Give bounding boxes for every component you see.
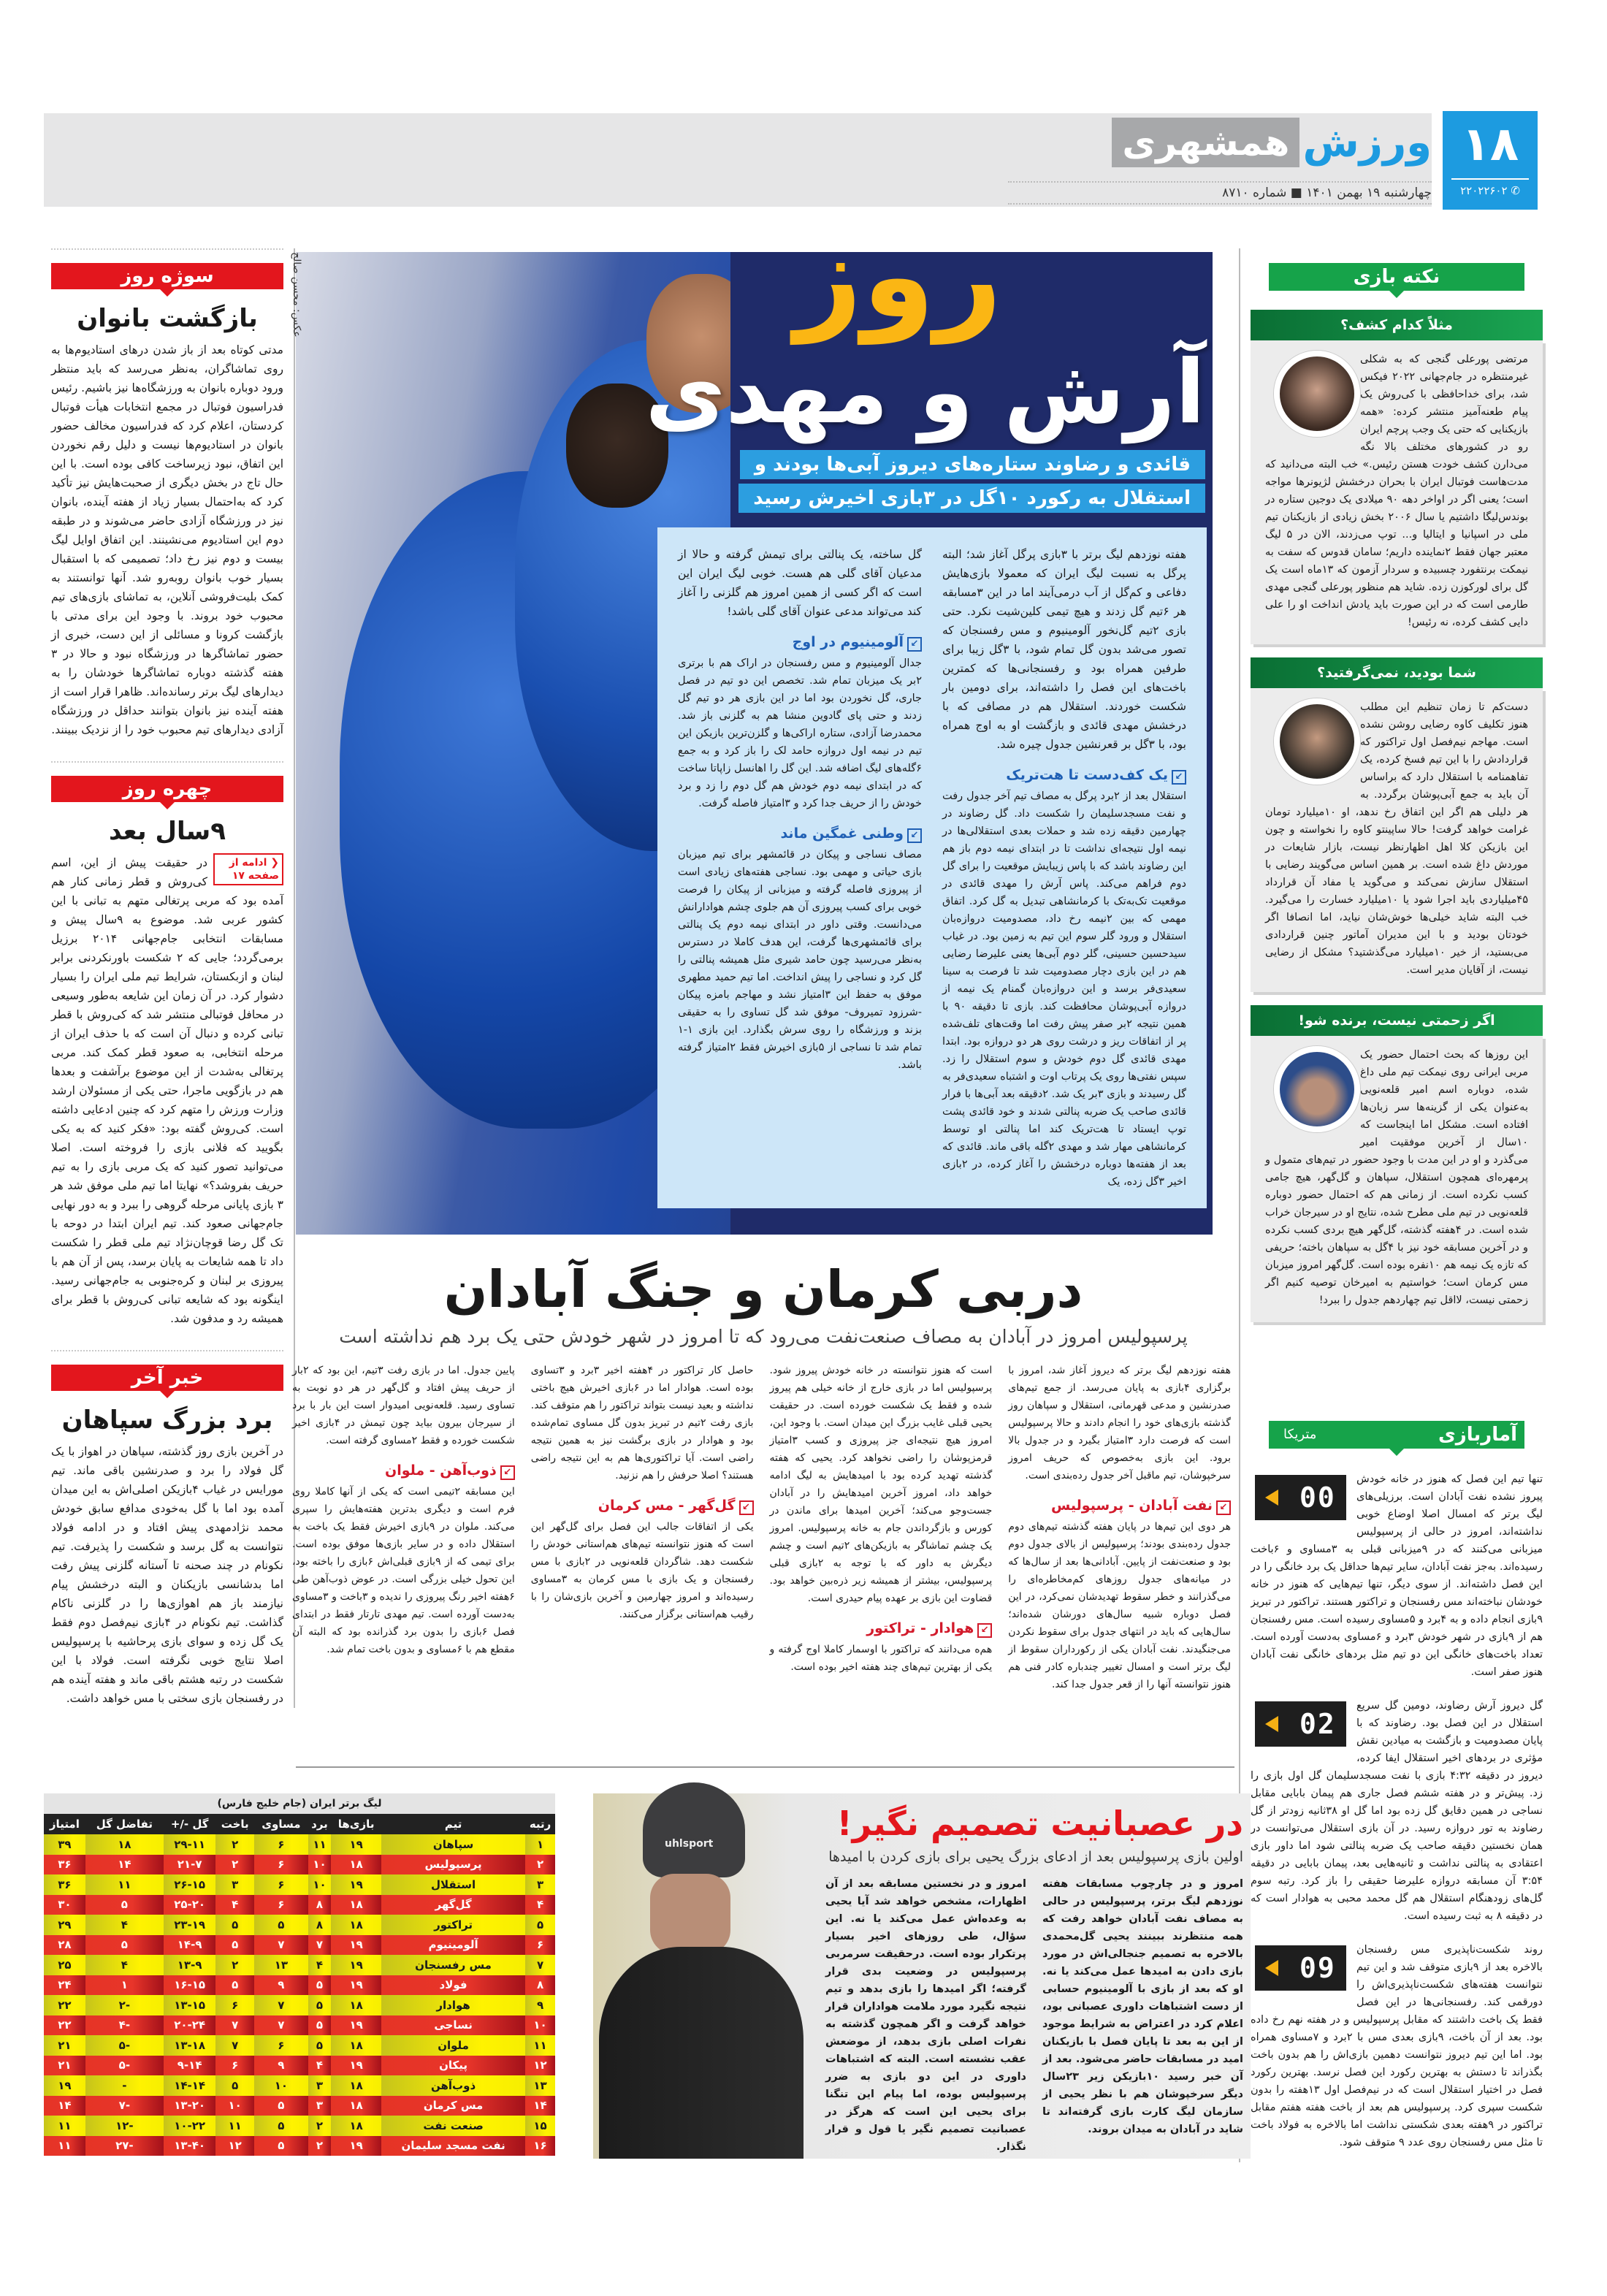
- table-cell: استقلال: [381, 1874, 525, 1895]
- stat-item: 00 تنها تیم این فصل که هنوز در خانه خودش پیروز نشده نفت آبادان است. برزیلی‌های لیگ برتر که امسال اصلا اوضاع خوبی نداشته‌اند، امروز در حالی از پرسپولیس میزبانی می‌کنند که در ۹میزبانی قبلی به ۳مساوی و ۶باخت رسیده‌اند. به‌جز نفت آبادان، سایر تیم‌ها حداقل یک برد خانگی را در این فصل داشته‌اند. از سوی دیگر، تنها تیم‌هایی که هنوز در خانه خودشان نباخته‌اند مس رفسنجان و تراکتور هستند. تراکتور در تبریز ۹بازی انجام داده و به ۴برد و ۵مساوی رسیده است. مس رفسنجان هم از ۹بازی در شهر خودش ۳برد و ۶مساوی به‌دست آورده است. تعداد باخت‌های خانگی این دو تیم مثل بردهای خانگی نفت آبادان هنوز صفر است.: [1251, 1473, 1543, 1678]
- table-cell: -: [85, 2075, 164, 2096]
- table-cell: ۱۱: [308, 1834, 331, 1855]
- table-cell: ۷: [254, 1935, 308, 1956]
- note-title: اگر زحمتی نیست، برنده شو!: [1251, 1005, 1543, 1036]
- coach-face: [650, 1874, 730, 1954]
- stats-tag: آماربازی متریکا: [1269, 1421, 1524, 1449]
- table-cell: ۱۱: [525, 2035, 555, 2056]
- table-cell: ۱۸: [331, 2035, 381, 2056]
- table-cell: ۱۸: [331, 1915, 381, 1935]
- phone-icon: ✆: [1511, 184, 1520, 197]
- table-cell: ۳۶: [44, 1874, 85, 1895]
- table-cell: ۶: [254, 1855, 308, 1875]
- stat-number: 09: [1255, 1945, 1346, 1991]
- table-cell: ۵: [308, 1975, 331, 1996]
- table-row: [44, 1955, 555, 1975]
- column-header: باخت: [215, 1814, 254, 1834]
- table-cell: ۵: [308, 1995, 331, 2015]
- table-cell: ۸: [525, 1975, 555, 1996]
- table-cell: ۵: [254, 1915, 308, 1935]
- league-table: [44, 1793, 555, 2156]
- check-icon: ↙: [1172, 770, 1186, 785]
- stat-number: 00: [1255, 1475, 1346, 1520]
- table-cell: ۱۹: [331, 2015, 381, 2036]
- table-cell: ۶: [254, 1895, 308, 1915]
- table-cell: ۳: [308, 2096, 331, 2116]
- table-cell: -۵: [85, 2035, 164, 2056]
- table-cell: -۱۲: [85, 2116, 164, 2136]
- table-cell: ۷: [308, 1935, 331, 1956]
- table-cell: ۱۰: [254, 2075, 308, 2096]
- table-cell: مس کرمان: [381, 2096, 525, 2116]
- table-cell: ۲: [215, 1855, 254, 1875]
- table-cell: ۱۹: [331, 1874, 381, 1895]
- note-box: [1251, 310, 1543, 644]
- table-cell: ۴: [308, 1955, 331, 1975]
- table-cell: ۵: [308, 2015, 331, 2036]
- table-cell: ۴: [85, 1955, 164, 1975]
- table-cell: ۵: [85, 1895, 164, 1915]
- table-cell: مس رفسنجان: [381, 1955, 525, 1975]
- table-cell: ۱۳: [525, 2075, 555, 2096]
- table-cell: ۲۴: [44, 1975, 85, 1996]
- table-cell: ۵: [85, 1935, 164, 1956]
- column-header: بازی‌ها: [331, 1814, 381, 1834]
- lead-kicker: روز: [795, 207, 1002, 344]
- table-cell: ۱۴: [85, 1855, 164, 1875]
- table-cell: ۹: [254, 1975, 308, 1996]
- derby-article: [292, 1256, 1234, 1693]
- table-cell: -۴: [85, 2015, 164, 2036]
- column-header: تیم: [381, 1814, 525, 1834]
- logo-sport: ورزش: [1302, 118, 1432, 167]
- note-box: [1251, 1005, 1543, 1322]
- table-cell: ۱۳-۲۰: [164, 2096, 216, 2116]
- left-column: [51, 248, 283, 1708]
- table-cell: ۱۹: [331, 2136, 381, 2156]
- arrow-icon: ❮: [270, 857, 279, 869]
- table-cell: ۷: [254, 1995, 308, 2015]
- table-cell: ۵: [215, 1935, 254, 1956]
- table-cell: ۱: [85, 1975, 164, 1996]
- table-cell: ۲: [215, 1834, 254, 1855]
- table-row: [44, 2075, 555, 2096]
- table-cell: ۹: [525, 1995, 555, 2015]
- photo-credit: عکس: محسن صالح: [291, 252, 302, 337]
- lead-text-box: [657, 527, 1207, 1208]
- triangle-icon: [1265, 1716, 1278, 1732]
- table-cell: ۱۹: [44, 2075, 85, 2096]
- table-cell: ۱۸: [331, 1855, 381, 1875]
- table-cell: ۱۹: [331, 1975, 381, 1996]
- section-tag: سوژه روز: [51, 263, 283, 289]
- table-cell: ۴: [525, 1895, 555, 1915]
- table-row: [44, 2035, 555, 2056]
- table-cell: نفت مسجد سلیمان: [381, 2136, 525, 2156]
- table-row: [44, 1995, 555, 2015]
- lead-body: جدال آلومینیوم و مس رفسنجان در اراک هم با برتری ۲بر یک میزبان تمام شد. تخصص این دو تیم در فصل جاری، گل نخوردن بود اما در این بازی هر دو تیم گل زدند و حتی پای گادوین منشا هم به گلزنی باز شد. محمدرضا آزادی، ستاره اراکی‌ها و گلزن‌ترین بازیکن این تیم در نیمه اول دروازه حامد لک را باز کرد و به جمع ۶گله‌های لیگ اضافه شد. این گل را اهانسل زاپاتا ساخت که در ابتدای نیمه دوم خودش هم گل دوم را زد و برد خودش را از حریف جدا کرد و ۳امتیاز فاصله گرفت.: [678, 657, 922, 809]
- table-cell: ۱۶-۱۵: [164, 1975, 216, 1996]
- table-cell: ۱۳-۴۰: [164, 2136, 216, 2156]
- table-cell: ۱۴-۹: [164, 1935, 216, 1956]
- table-cell: ۶: [254, 1834, 308, 1855]
- table-cell: ۲۹-۱۱: [164, 1834, 216, 1855]
- table-row: [44, 1834, 555, 1855]
- column-header: مساوی: [254, 1814, 308, 1834]
- coach-photo: [599, 1782, 818, 2159]
- lead-intro: هفته نوزدهم لیگ برتر با ۳بازی پرگل آغاز شد؛ البته پرگل به نسبت لیگ ایران که معمولا بازی‌هایش دفاعی و کم‌گل از آب درمی‌آیند اما در این ۳مسابقه هر ۶تیم گل زدند و هیچ تیمی کلین‌شیت نکرد. حتی بازی ۲تیم گل‌نخور آلومینیوم و مس رفسنجان که تصور می‌شد بدون گل تمام شود، با ۳گل زیبا برای طرفین همراه بود و رفسنجانی‌ها که کمترین باخت‌های این فصل را داشته‌اند، برای دومین بار شکست خوردند. استقلال هم در مصافی که با درخشش مهدی قائدی و بازگشت او به اوج همراه بود، با ۳گل بر قعرنشین جدول چیره شد.: [942, 548, 1187, 751]
- bottom-text: [825, 1801, 1243, 2156]
- story-title: برد بزرگ سپاهان: [61, 1406, 273, 1435]
- table-cell: ۲: [308, 2116, 331, 2136]
- continued-from-badge: ❮ ادامه از صفحه ۱۷: [213, 853, 283, 885]
- table-cell: ۷: [254, 2015, 308, 2036]
- table-cell: فولاد: [381, 1975, 525, 1996]
- lead-subtitle: قائدی و رضاوند ستاره‌های دیروز آبی‌ها بودند و استقلال به رکورد ۱۰گل در ۳بازی اخیرش رسید: [679, 446, 1205, 513]
- table-cell: پرسپولیس: [381, 1855, 525, 1875]
- subhead: ↙یک کف‌دست تا هت‌تریک: [942, 767, 1186, 785]
- stat-item: 09 روند شکست‌ناپذیری مس رفسنجان بالاخره بعد از ۹بازی متوقف شد و این تیم نتوانست هفته‌های شکست‌ناپذیری‌اش را دورقمی کند. رفسنجانی‌ها در این فصل فقط یک باخت داشتند که مقابل پرسپولیس و در هفته نهم رخ داده بود. بعد از آن باخت، ۹بازی بعدی مس با ۲برد و ۷مساوی همراه بود. اما این تیم دیروز نتوانست دهمین بازی‌اش را هم بدون باخت بگذراند تا دستش به بهترین رکورد این فصل نرسد. بهترین رکورد فصل در اختیار استقلال است که در نیم‌فصل اول ۱۳هفته را بدون شکست سپری کرد. پرسپولیس هم بعد از باخت هفته هفتم مقابل تراکتور در ۹هفته بعدی شکستی نداشت اما بالاخره به فولاد باخت تا مثل مس رفسنجان روی عدد ۹ متوقف شود.: [1251, 1944, 1543, 2148]
- page-number: ۱۸: [1461, 118, 1519, 172]
- note-body: مرتضی پورعلی گنجی که به شکلی غیرمنتظره در جام‌جهانی ۲۰۲۲ فیکس شد، برای خداحافظی با کی‌روش یک پیام طعنه‌آمیز منتشر کرده: «همه بازیکنایی که حتی یک وجب پرچم ایران رو در کشورهای مختلف بالا نگه می‌دارن کشف خودت هستن رئیس.» خب البته می‌دانید که مدت‌هاست فوتبال ایران با بحران درخشش لژیونرها مواجه است؛ یعنی اگر در اواخر دهه ۹۰ میلادی یک دوجین ستاره در بوندس‌لیگا داشتیم یا سال ۲۰۰۶ بخش زیادی از بازیکنان تیم ملی در اسپانیا و ایتالیا و... توپ می‌زدند، الان در ۵ لیگ معتبر جهان فقط ۲نماینده داریم؛ سامان قدوس که سفت به نیمکت برنتفورد چسبیده و سردار آزمون که ۱۳ماه است یک گل برای لورکوزن زده. شاید هم منظور پورعلی گنجی مهدی طارمی است که در این صورت باید یادش انداخت او را علی دایی کشف کرده، نه رئیس!: [1265, 354, 1529, 628]
- table-cell: ۵: [215, 1915, 254, 1935]
- table-cell: ۲۹: [44, 1915, 85, 1935]
- table-cell: ۲۵: [44, 1955, 85, 1975]
- derby-body: هفته نوزدهم لیگ برتر که دیروز آغاز شد، امروز با برگزاری ۴بازی به پایان می‌رسد. از جمع تیم‌های صدرنشین و مدعی قهرمانی، استقلال و سپاهان روز گذشته بازی‌های خود را انجام دادند و حالا پرسپولیس است که فرصت دارد ۳امتیاز بگیرد و در جدول بالا برود. این بازی به‌خصوص که حریف امروز سرخپوشان، تیم ماقبل آخر جدول رده‌بندی است. ↙نفت آبادان - پرسپولیس هر دوی این تیم‌ها در پایان هفته گذشته تیم‌های دوم جدول رده‌بندی بودند؛ پرسپولیس از بالای جدول دوم بود و صنعت‌نفت از پایین. آبادانی‌ها بعد از سال‌ها که در میانه‌های جدول روزهای کم‌مخاطره‌ای را می‌گذرانند و خطر سقوط تهدیدشان نمی‌کرد، در این فصل دوباره شبیه سال‌های دورشان شده‌اند؛ سال‌هایی که باید در انتهای جدول برای سقوط نکردن می‌جنگیدند. نفت آبادان یکی از رکورداران سقوط از لیگ برتر است و امسال تغییر چندباره کادر فنی هم هنوز نتوانسته آنها را از قعر جدول جدا کند. است که هنوز نتوانسته در خانه خودش پیروز شود. پرسپولیس اما در بازی خارج از خانه خیلی هم پیروز شده و فقط یک شکست خورده است. در حقیقت یحیی قبلی غایب بزرگ این میدان است. با وجود این، امروز هیچ نتیجه‌ای جز پیروزی و کسب ۳امتیاز قرمزپوشان را راضی نخواهد کرد. یحیی که هفته گذشته تهدید کرده بود با امیدهایش به لیگ ادامه خواهد داد، امروز آخرین امیدهایش را در آبادان جست‌وجو می‌کند؛ آخرین امیدها برای ماندن در کورس و بازگرداندن جام به خانه پرسپولیس. امروز یک چشم تماشاگر به بازیکن‌های ۲تیم است و چشم دیگرش به داور که با توجه به ۲بازی قبلی پرسپولیس، بیشتر از همیشه زیر ذره‌بین خواهد بود. قضاوت این بازی بر عهده پیام حیدری است. ↙هوادار - تراکتور هم‌ه می‌دانند که تراکتور با اوسمار کاملا اوج گرفته و یکی از بهترین تیم‌های چند هفته اخیر بوده است. حاصل کار تراکتور در ۴هفته اخیر ۳برد و ۳تساوی بوده است. هوادار اما در ۶بازی اخیرش هیچ باختی نداشته و بعید نیست بتواند تراکتور را هم متوقف کند. بازی رفت ۲تیم در تبریز بدون گل مساوی تمام‌شده بود و هوادار در بازی برگشت نیز به همین نتیجه راضی است. آیا تراکتوری‌ها هم به این نتیجه راضی هستند؟ اصلا حرفش را هم نزنید. ↙گل‌گهر - مس کرمان یکی از اتفاقات جالب این فصل برای گل‌گهر این است که هنوز نتوانسته تیم‌های هم‌استانی خودش را شکست دهد. شاگردان قلعه‌نویی در ۲بازی با مس رفسنجان و یک بازی با مس کرمان به ۳مساوی رسیده‌اند و امروز چهارمین و آخرین بازی‌شان را با رقیب هم‌استانی برگزار می‌کنند. پایین جدول. اما در بازی رفت ۳تیم، این بود که ۲بار از حریف پیش افتاد و گل‌گهر در هر دو نوبت به تساوی رسید. قلعه‌نویی امیدوار است این بار با برد از سیرجان بیرون بیاید چون تیمش در ۴بازی اخیر شکست خورده و فقط ۲مساوی گرفته است. ↙ذوب‌آهن - ملوان این مسابقه ۲تیمی است که یکی از آنها کاملا روی فرم است و دیگری بدترین هفته‌هایش را سپری می‌کند. ملوان در ۹بازی اخیرش فقط یک باخت به استقلال داده و در سایر بازی‌ها موفق بوده است. برای تیمی که از ۹بازی قبلی‌اش ۶بازی را باخته بود، این تحول خیلی بزرگی است. در عوض ذوب‌آهن طی ۶هفته اخیر رنگ پیروزی را ندیده و ۳باخت و ۳مساوی به‌دست آورده است. تیم مهدی تارتار فقط در ابتدای فصل ۶بازی را بدون برد گذرانده بود که البته آن مقطع هم با ۶مساوی و بدون باخت تمام شد.: [292, 1365, 1232, 1690]
- table-cell: ۱۰: [215, 2096, 254, 2116]
- story-body: در حقیقت پیش از این، اسم کی‌روش و قطر زمانی کنار هم آمده بود که مربی پرتغالی متهم به تبانی با این کشور عربی شد. موضوع به ۹سال پیش و مسابقات انتخابی جام‌جهانی ۲۰۱۴ برزیل برمی‌گردد؛ جایی که ۲ شکست باورنکردنی برابر لبنان و ازبکستان، شرایط تیم ملی ایران را بسیار دشوار کرد. در آن زمان این شایعه به‌طور وسیعی در محافل فوتبالی منتشر شد که کی‌روش با قطر تبانی کرده و دنبال آن است که با حذف ایران از مرحله انتخابی، به صعود قطر کمک کند. مربی پرتغالی به‌شدت از این موضوع برآشفت و بعدها هم در بازگویی ماجرا، حتی یکی از مسئولان ارشد وزارت ورزش را متهم کرد که چنین ادعایی داشته است. کی‌روش گفته بود: «فکر کنید که به یکی بگویید که فلانی بازی را فروخته است. اصلا می‌توانید تصور کنید که یک مربی بازی را به تیم حریف بفروشد؟» نهایتا اما تیم ملی موفق شد هر ۳ بازی پایانی مرحله گروهی را ببرد و به دور نهایی جام‌جهانی صعود کند. تیم ایران ابتدا در دوحه با تک گل رضا قوچان‌نژاد تیم ملی قطر را شکست داد تا همه شایعات به پایان برسد، پس از آن هم با پیروزی بر لبنان و کره‌جنوبی به جام‌جهانی رسید. اینگونه بود که شایعه تبانی کی‌روش با قطر برای همیشه رد و مدفون شد.: [51, 856, 284, 1325]
- table-cell: ۱۹: [331, 1955, 381, 1975]
- table-header-row: [44, 1814, 555, 1834]
- table-cell: ۱۳: [254, 1955, 308, 1975]
- table-cell: ۲۶-۱۵: [164, 1874, 216, 1895]
- table-cell: ۱۴: [525, 2096, 555, 2116]
- column-header: تفاضل گل: [85, 1814, 164, 1834]
- table-cell: ملوان: [381, 2035, 525, 2056]
- stat-number: 02: [1255, 1701, 1346, 1747]
- table-cell: آلومینیوم: [381, 1935, 525, 1956]
- table-cell: ۵: [215, 2075, 254, 2096]
- table-cell: ۲۱: [44, 2056, 85, 2076]
- table-cell: ۱۱: [85, 1874, 164, 1895]
- table-row: [44, 1915, 555, 1935]
- table-cell: سپاهان: [381, 1834, 525, 1855]
- table-cell: ۳۰: [44, 1895, 85, 1915]
- table-row: [44, 2056, 555, 2076]
- column-header: گل -/+: [164, 1814, 216, 1834]
- table-cell: ۳: [215, 1874, 254, 1895]
- subhead: ↙آلومینیوم در اوج: [678, 634, 922, 652]
- table-cell: ۳: [308, 2075, 331, 2096]
- table-cell: ۱۱: [44, 2116, 85, 2136]
- table-cell: ۶: [254, 1874, 308, 1895]
- table-cell: ۱۸: [331, 2116, 381, 2136]
- note-body: این روزها که بحث احتمال حضور یک مربی ایرانی روی نیمکت تیم ملی داغ شده، دوباره اسم امیر قلعه‌نویی به‌عنوان یکی از گزینه‌ها سر زبان‌ها افتاده است. مشکل اما اینجاست که ۱۰سال از آخرین موفقیت امیر می‌گذرد و او در این مدت با وجود حضور در تیم‌های متمول و پرمهره‌ای همچون استقلال، سپاهان و گل‌گهر، هیچ جامی کسب نکرده است. از زمانی هم که احتمال حضور دوباره قلعه‌نویی در تیم ملی مطرح شده، نتایج او در سیرجان خراب شده است. در ۴هفته گذشته، گل‌گهر هیچ بردی کسب نکرده و در آخرین مسابقه خود نیز با ۴گل به سپاهان باخته؛ حریفی که تازه یک نیمه هم ۱۰نفره بوده است. گل‌گهر امروز میزبان مس کرمان است؛ خواستیم به امیرخان توصیه کنیم اگر زحمتی نیست، لااقل تیم چهاردهم جدول را ببرد!: [1265, 1049, 1528, 1306]
- table-cell: ۴: [85, 1915, 164, 1935]
- newspaper-logo: [1008, 117, 1432, 168]
- table-cell: -۵: [85, 2056, 164, 2076]
- table-cell: ۳۹: [44, 1834, 85, 1855]
- table-cell: ۱۵: [525, 2116, 555, 2136]
- table-cell: ۱۱: [215, 2116, 254, 2136]
- table-row: [44, 2116, 555, 2136]
- table-cell: ۱۸: [85, 1834, 164, 1855]
- table-cell: ۱۸: [331, 1895, 381, 1915]
- table-cell: ۱۰: [308, 1874, 331, 1895]
- table-cell: ۱۸: [331, 1995, 381, 2015]
- table-row: [44, 1935, 555, 1956]
- table-cell: ۶: [215, 2056, 254, 2076]
- table-cell: ۱۶: [525, 2136, 555, 2156]
- table-row: [44, 2015, 555, 2036]
- table-cell: ۵: [525, 1915, 555, 1935]
- table-row: [44, 1855, 555, 1875]
- subhead: ↙وطنی غمگین ماند: [678, 825, 922, 843]
- table-row: [44, 1874, 555, 1895]
- stat-item: 02 گل دیروز آرش رضاوند، دومین گل سریع استقلال در این فصل بود. رضاوند که با پایان مصدومیت و بازگشت به میادین نقش مؤثری در بردهای اخیر استقلال ایفا کرده، دیروز در دقیقه ۴:۳۲ بازی با نفت مسجدسلیمان گل اول بازی را زد. پیش‌تر و در هفته ششم فصل جاری هم پیمان بابایی مقابل نساجی در همین دقایق گل زده بود اما گل او ۳۸ثانیه زودتر از گل رضاوند به تور دروازه رسید. در آن بازی استقلال می‌توانست در همان نخستین دقیقه صاحب یک ضربه پنالتی شود اما داور بازی اعتقادی به پنالتی نداشت و ثانیه‌هایی بعد، پیمان بابایی در دقیقه ۳:۵۴ آن مسابقه دروازه علیرضا حقیقی را باز کرد. رتبه سوم گل‌های زودهنگام استقلال هم گل محمد محبی به هوادار است که در دقیقه ۸ به ثبت رسیده است.: [1251, 1700, 1543, 1922]
- table-cell: ۲۳-۱۹: [164, 1915, 216, 1935]
- table-cell: ۲۰-۲۴: [164, 2015, 216, 2036]
- bottom-subtitle: اولین بازی پرسپولیس بعد از ادعای بزرگ یحیی برای بازی کردن با امیدها: [828, 1849, 1243, 1865]
- table-cell: هوادار: [381, 1995, 525, 2015]
- table-cell: ۷: [215, 2035, 254, 2056]
- coach-jacket: [599, 1947, 804, 2159]
- date-issue-line: چهارشنبه ۱۹ بهمن ۱۴۰۱ ■ شماره ۸۷۱۰: [1008, 181, 1432, 205]
- derby-headline: دربی کرمان و جنگ آبادان: [443, 1259, 1083, 1319]
- avatar: [1274, 1046, 1360, 1132]
- table-cell: ۶: [215, 1995, 254, 2015]
- table-cell: ۷: [215, 2015, 254, 2036]
- table-cell: ۱۹: [331, 2056, 381, 2076]
- table-cell: -۷: [85, 2096, 164, 2116]
- bottom-body: امروز و در چارچوب مسابقات هفته نوزدهم لیگ برتر، پرسپولیس در حالی به مصاف نفت آبادان خواهد رفت که همه منتظرند ببینند یحیی گل‌محمدی بالاخره به تصمیم جنجالی‌اش در مورد بازی دادن به امیدها عمل می‌کند یا نه. او که بعد از بازی با آلومینیوم حسابی از دست اشتباهات داوری عصبانی بود، اعلام کرد در اعتراض به شرایط موجود از این به بعد تا پایان فصل با بازیکنان امید در مسابقات حاضر می‌شود. بعد از آن خبر رسید ۱۰بازیکن زیر ۲۳سال دیگر سرخپوشان هم با نظر یحیی از سازمان لیگ کارت بازی گرفته‌اند تا شاید در آبادان به میدان بروند. امروز و در نخستین مسابقه بعد از آن اظهارات، مشخص خواهد شد آیا یحیی به وعده‌اش عمل می‌کند یا نه. این سؤال، طی روزهای اخیر بسیار پرتکرار بوده است. درحقیقت سرمربی پرسپولیس در وضعیت بدی قرار گرفته؛ اگر امیدها را بازی بدهد و تیم نتیجه نگیرد مورد ملامت هواداران قرار خواهد گرفت و اگر همچون گذشته به نفرات اصلی بازی بدهد، از موضعش عقب نشسته است. البته که اشتباهات داوری در این دو بازی به ضرر پرسپولیس بوده، اما پیام این تنگنا برای یحیی این است که هرگز در عصبانیت تصمیم نگیر یا قول و قرار نگذار.: [825, 1878, 1243, 2153]
- table-row: [44, 2136, 555, 2156]
- table-cell: ۲۵-۲۰: [164, 1895, 216, 1915]
- derby-subtitle: پرسپولیس امروز در آبادان به مصاف صنعت‌نفت می‌رود که تا امروز در شهر خودش حتی یک برد هم نداشته است: [339, 1326, 1188, 1347]
- table-cell: تراکتور: [381, 1915, 525, 1935]
- table-cell: صنعت نفت: [381, 2116, 525, 2136]
- table-cell: ۱۴-۱۴: [164, 2075, 216, 2096]
- stats-brand: متریکا: [1283, 1427, 1317, 1442]
- table-cell: ۱۲: [525, 2056, 555, 2076]
- table-cell: ۲: [525, 1855, 555, 1875]
- table-cell: ۱۰-۲۲: [164, 2116, 216, 2136]
- avatar: [1274, 698, 1360, 785]
- table-cell: ۶: [254, 2035, 308, 2056]
- lead-headline: آرش و مهدی: [645, 342, 1205, 443]
- table-cell: ۱۳-۱۵: [164, 1995, 216, 2015]
- avatar: [1274, 351, 1360, 437]
- phone-number: ۲۲۰۲۲۶۰۲: [1460, 184, 1508, 197]
- table-cell: ۱۳-۱۸: [164, 2035, 216, 2056]
- column-header: امتیاز: [44, 1814, 85, 1834]
- table-row: [44, 1895, 555, 1915]
- triangle-icon: [1265, 1960, 1278, 1976]
- right-column: [1251, 263, 1543, 1322]
- table-cell: ۴: [308, 2056, 331, 2076]
- table-cell: -۲۷: [85, 2136, 164, 2156]
- table-cell: ۵: [215, 1975, 254, 1996]
- bottom-article: [593, 1782, 1251, 2162]
- note-title: شما بودید، نمی‌گرفتید؟: [1251, 657, 1543, 688]
- lead-body: مصاف نساجی و پیکان در قائمشهر برای تیم میزبان بازی حیاتی و مهمی بود. نساجی هفته‌های زیادی است از پیروزی فاصله گرفته و میزبانی از پیکان را فرصت خوبی برای کسب پیروزی آن هم جلوی چشم هوادارانش می‌دانست. وقتی داور در ابتدای نیمه دوم یک پنالتی برای قائمشهری‌ها گرفت، این هدف کاملا در دسترس به‌نظر می‌رسید چون حامد شیری مثل همیشه پنالتی را گل کرد و نساجی را پیش انداخت. اما تیم حمید مطهری موفق به حفظ این ۳امتیاز نشد و مهاجم بامزه پیکان -شرزود تمیروف- موفق شد گل تساوی را به حقیقی بزند و ورزشگاه را روی سرش بگذارد. این بازی ۱-۱ تمام شد تا نساجی از ۵بازی اخیرش فقط ۲امتیاز گرفته باشد.: [678, 849, 923, 1071]
- note-title: مثلاً کدام کشف؟: [1251, 310, 1543, 340]
- table-cell: ۱۹: [331, 1834, 381, 1855]
- lead-heading-block: [645, 207, 1205, 513]
- column-header: رتبه: [525, 1814, 555, 1834]
- table-cell: -۲: [85, 1995, 164, 2015]
- lead-body: گل ساخته، یک پنالتی برای تیمش گرفته و حالا از مدعیان آقای گلی هم هست. خوبی لیگ ایران این است که اگر کسی از همین امروز هم گلزنی را آغاز کند می‌تواند مدعی عنوان آقای گلی باشد!: [678, 548, 922, 618]
- table-cell: ۲۲: [44, 1995, 85, 2015]
- table-cell: ۵: [308, 2035, 331, 2056]
- page-number-box: [1443, 111, 1538, 210]
- story-body: مدتی کوتاه بعد از باز شدن درهای استادیوم‌ها به روی تماشاگران، به‌نظر می‌رسد که باید منتظر ورود دوباره بانوان به ورزشگاه‌ها نیز باشیم. رئیس فدراسیون فوتبال در مجمع انتخابات هیأت فوتبال کردستان، اعلام کرد که فدراسیون مخالف حضور بانوان در استادیوم‌ها نیست و دلیل رقم نخوردن این اتفاق، نبود زیرساخت کافی بوده است. با این حال تاج در بخش دیگری از صحبت‌هایش نیز تأکید کرد که به‌احتمال بسیار زیاد از هفته آینده، بانوان نیز در ورزشگاه آزادی حاضر می‌شوند و در طبقه دوم این استادیوم می‌نشینند. این اتفاق اوایل لیگ بیست و دوم نیز رخ داد؛ تصمیمی که با استقبال بسیار خوب بانوان روبه‌رو شد. آنها توانستند به کمک بلیت‌فروشی آنلاین، به تماشای بازی‌های تیم محبوب خود بروند. با وجود این برای مدتی با بازگشت کرونا و مسائلی از این دست، خبری از حضور تماشاگرها در ورزشگاه نبود و حالا در ۳ هفته گذشته دوباره تماشاگرها خودشان را به دیدارهای لیگ برتر رسانده‌اند. ظاهرا قرار است از هفته آینده نیز بانوان بتوانند حداقل در ورزشگاه آزادی دیدارهای تیم محبوب خود را از نزدیک ببینند.: [50, 343, 283, 736]
- table-row: [44, 2096, 555, 2116]
- section-tag: نکته بازی: [1269, 263, 1524, 291]
- table-cell: ۱۹: [331, 1935, 381, 1956]
- table-cell: ۱۴: [44, 2096, 85, 2116]
- note-box: [1251, 657, 1543, 992]
- table-caption: لیگ برتر ایران (جام خلیج فارس): [44, 1793, 555, 1814]
- table-cell: ۲: [215, 1955, 254, 1975]
- beanie: uhlsport: [643, 1782, 745, 1877]
- table-cell: ۱: [525, 1834, 555, 1855]
- column-header: برد: [308, 1814, 331, 1834]
- table-cell: ۱۰: [525, 2015, 555, 2036]
- table-cell: ۱۳-۹: [164, 1955, 216, 1975]
- table-cell: ۵: [254, 2096, 308, 2116]
- table-cell: ۲۱-۷: [164, 1855, 216, 1875]
- table-cell: ۵: [254, 2136, 308, 2156]
- table-cell: ۱۸: [331, 2075, 381, 2096]
- table-cell: ۱۲: [215, 2136, 254, 2156]
- table-cell: پیکان: [381, 2056, 525, 2076]
- table-cell: ۸: [308, 1895, 331, 1915]
- table-cell: ۵: [254, 2116, 308, 2136]
- table-cell: ۱۰: [308, 1855, 331, 1875]
- table-cell: ۷: [525, 1955, 555, 1975]
- table-cell: ۱۸: [331, 2096, 381, 2116]
- table-cell: ۲۸: [44, 1935, 85, 1956]
- table-cell: ۹: [254, 2056, 308, 2076]
- section-divider: [296, 1766, 1234, 1768]
- section-tag: خبر آخر: [51, 1365, 283, 1391]
- lead-body: استقلال بعد از ۲برد پرگل به مصاف تیم آخر جدول رفت و نفت مسجدسلیمان را شکست داد. گل رضاوند در چهارمین دقیقه زده شد و حملات بعدی استقلالی‌ها در نیمه اول نتیجه‌ای نداشت تا در ابتدای نیمه دوم باز هم این رضاوند باشد که با پاس زیبایش موقعیت را برای گل دوم فراهم می‌کند. پاس آرش را مهدی قائدی در موقعیت تک‌به‌تک با کرمانشاهی تبدیل به گل کرد. اتفاق مهمی که بین ۲نیمه رخ داد، مصدومیت دروازه‌بان استقلال و ورود گلر سوم این تیم به زمین بود. در غیاب سیدحسین حسینی، گلر دوم آبی‌ها یعنی علیرضا رضایی هم در این بازی دچار مصدومیت شد تا فرصت به سینا سعیدی‌فر برسد و این دروازه‌بان گمنام یک نیمه از دروازه آبی‌پوشان محافظت کند. بازی تا دقیقه ۹۰ با همین نتیجه ۲بر صفر پیش رفت اما وقت‌های تلف‌شده پر از اتفاقات ریز و درشت روی هر دو دروازه بود. ابتدا مهدی قائدی گل دوم خودش و سوم استقلال را زد. سپس نفتی‌ها روی یک پرتاب اوت و اشتباه سعیدی‌فر به گل رسیدند و بازی ۳بر یک شد. ۲دقیقه بعد آبی‌ها با فرار قائدی صاحب یک ضربه پنالتی شدند و خود قائدی پشت توپ ایستاد تا هت‌تریک کند اما پنالتی او توسط کرمانشاهی مهار شد و مهدی ۲گله باقی ماند. قائدی که بعد از هفته‌ها دوباره درخشش را آغاز کرده، در ۲بازی اخیر ۳گل زده، یک: [942, 790, 1187, 1188]
- story-body: در آخرین بازی روز گذشته، سپاهان در اهواز با یک گل فولاد را برد و صدرنشین باقی ماند. تیم مورایس در غیاب ۴بازیکن اصلی‌اش به این میدان آمده بود اما با گل به‌خودی مدافع سابق خودش محمد نژادمهدی پیش افتاد و در ادامه فولاد نتوانست به گل برسد و شکست را پذیرفت. تیم نکونام در چند صحنه تا آستانه گلزنی پیش رفت اما بدشانسی بازیکنان و البته درخشش پیام نیازمند باز هم اهوازی‌ها را در گلزنی ناکام گذاشت. تیم نکونام در ۴بازی نیم‌فصل دوم فقط یک گل زده و سوای بازی پرحاشیه با پرسپولیس اصلا نتایج خوبی نگرفته است. فولاد با این شکست در رتبه هشتم باقی ماند و هفته آینده هم در رفسنجان بازی سختی با مس خواهد داشت.: [51, 1445, 283, 1705]
- story-title: بازگشت بانوان: [77, 304, 258, 333]
- table-cell: ۶: [525, 1935, 555, 1956]
- bottom-headline: در عصبانیت تصمیم نگیر!: [836, 1804, 1243, 1843]
- note-body: دست‌کم تا زمان تنظیم این مطلب هنوز تکلیف کاوه رضایی روشن نشده است. مهاجم نیم‌فصل اول تراکتور که قراردادش را با این تیم فسخ کرده، یک تفاهمنامه با استقلال دارد که براساس آن باید به جمع آبی‌پوشان برگردد. به هر دلیلی هم اگر این اتفاق رخ ندهد، او ۱۰میلیارد تومان غرامت خواهد گرفت! حالا ساپینتو کاوه را نخواسته و چون این بازیکن کلا اهل اظهارنظر نیست، بازار شایعات در موردش داغ شده است. بر همین اساس می‌گویند رضایی با استقلال سازش نمی‌کند و می‌گوید یا مفاد آن قرارداد ۴۵میلیاردی باید اجرا شود یا ۱۰میلیارد خسارت را می‌گیرد. خب البته شاید خیلی‌ها خوش‌شان نیاید، اما انصافا اگر خودتان بودید و با این مدیران آماتور چنین قراردادی می‌بستید، از خیر ۱۰میلیارد می‌گذشتید؟ مشکل از رضایی نیست، از آقایان مدیر است.: [1265, 701, 1528, 976]
- table-cell: ۳: [525, 1874, 555, 1895]
- triangle-icon: [1265, 1490, 1278, 1506]
- table-cell: ۳۶: [44, 1855, 85, 1875]
- table-cell: ۱۱: [44, 2136, 85, 2156]
- table-row: [44, 1975, 555, 1996]
- table-cell: ۴: [215, 1895, 254, 1915]
- stats-section: [1251, 1421, 1543, 2151]
- check-icon: ↙: [907, 637, 922, 652]
- check-icon: ↙: [907, 828, 922, 843]
- table-cell: گل‌گهر: [381, 1895, 525, 1915]
- table-cell: نساجی: [381, 2015, 525, 2036]
- story-title: ۹سال بعد: [109, 817, 226, 846]
- table-cell: ۲۲: [44, 2015, 85, 2036]
- table-cell: ۲: [308, 2136, 331, 2156]
- logo-hamshahri: همشهری: [1112, 118, 1299, 167]
- table-cell: ۲۱: [44, 2035, 85, 2056]
- table-cell: ۸: [308, 1915, 331, 1935]
- section-tag: چهره روز: [51, 776, 283, 802]
- table-cell: ذوب‌آهن: [381, 2075, 525, 2096]
- table-cell: ۹-۱۴: [164, 2056, 216, 2076]
